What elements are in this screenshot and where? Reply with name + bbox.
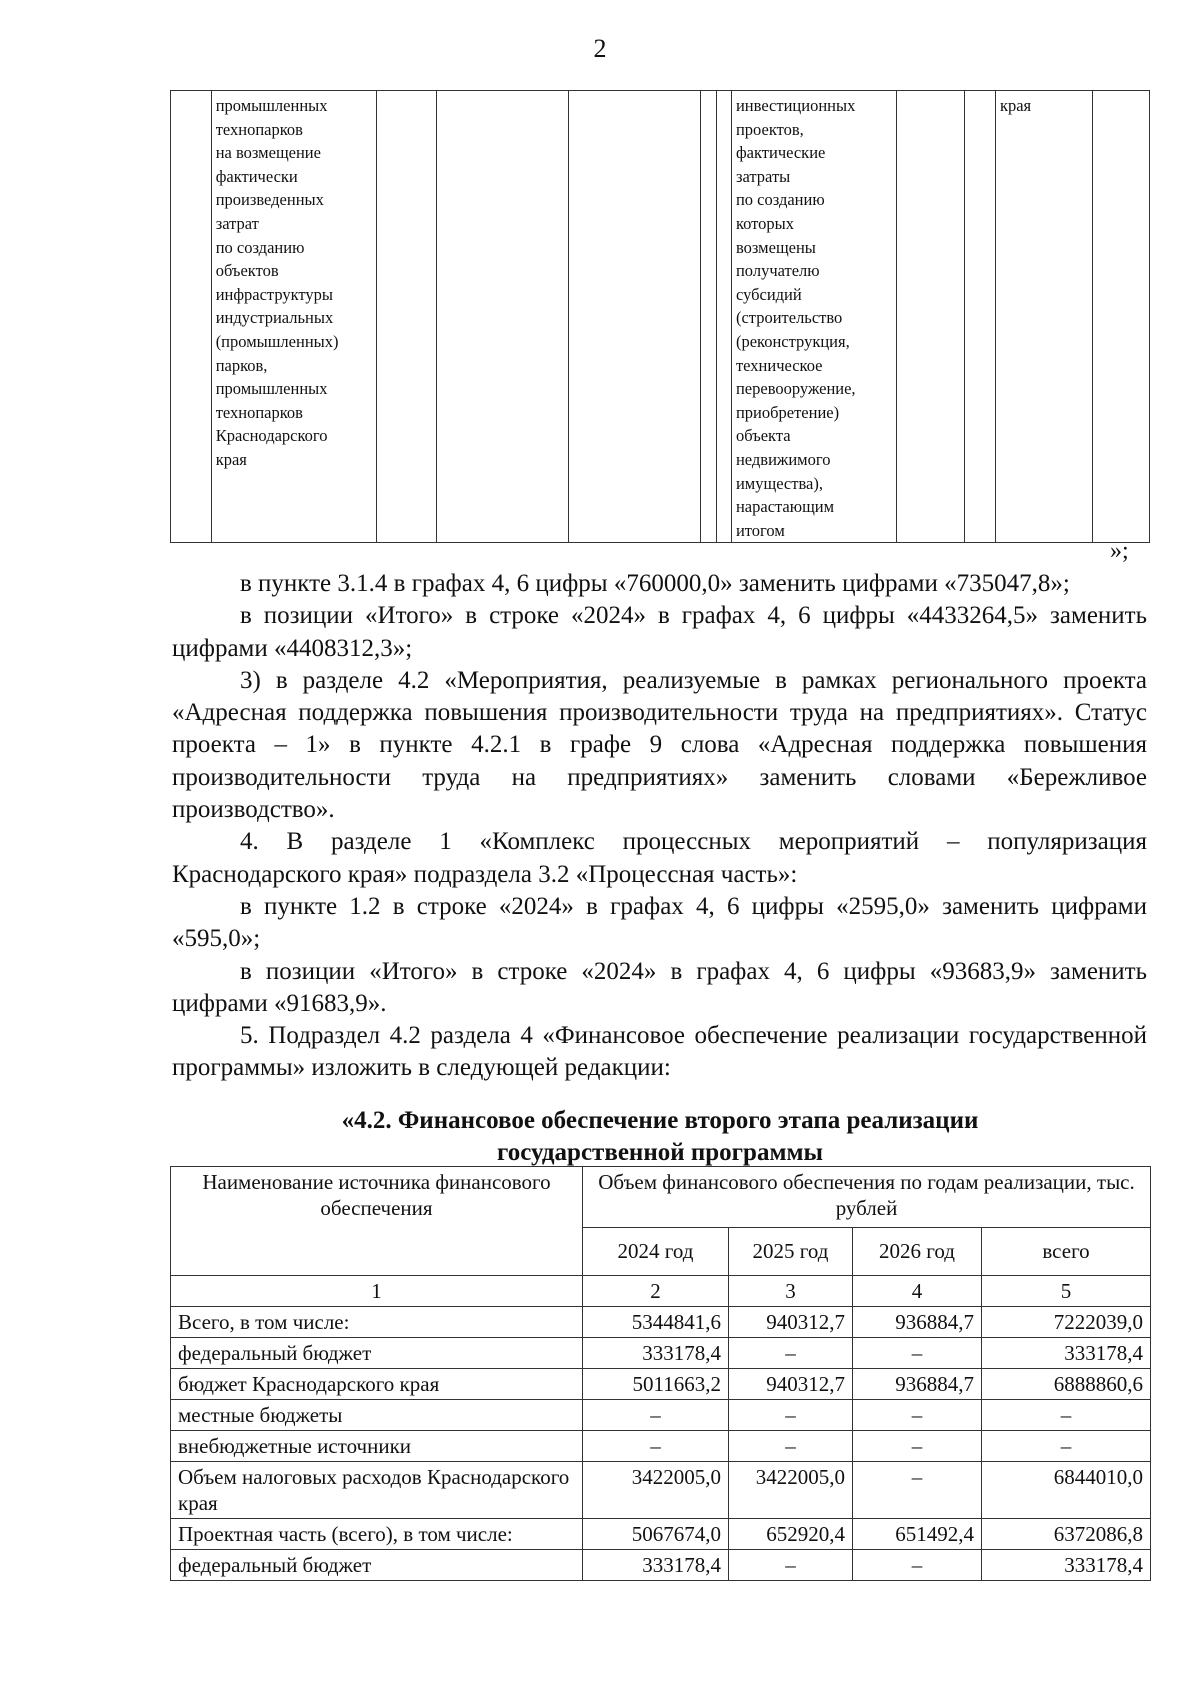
row-name: местные бюджеты	[171, 1400, 583, 1431]
value-2025: –	[729, 1550, 853, 1581]
paragraph: в пункте 3.1.4 в графах 4, 6 цифры «760000,0» заменить цифрами «735047,8»;	[240, 570, 1070, 597]
value-total: 7222039,0	[982, 1307, 1151, 1338]
value-2025: 940312,7	[729, 1307, 853, 1338]
cont-cell-number	[171, 91, 212, 543]
value-total: 6888860,6	[982, 1369, 1151, 1400]
value-2025: –	[729, 1431, 853, 1462]
paragraph: в позиции «Итого» в строке «2024» в графах 4, 6 цифры «93683,9» заменить цифрами «91683,9».	[172, 957, 1147, 1017]
value-2026: –	[853, 1400, 982, 1431]
year-2025: 2025 год	[729, 1227, 853, 1275]
cont-cell-empty	[1092, 91, 1149, 543]
cont-cell-empty	[965, 91, 996, 543]
row-name: федеральный бюджет	[171, 1550, 583, 1581]
paragraph: 5. Подраздел 4.2 раздела 4 «Финансовое обеспечение реализации государственной программы» изложить в следующей редакции:	[172, 1022, 1147, 1082]
paragraph: в позиции «Итого» в строке «2024» в графах 4, 6 цифры «4433264,5» заменить цифрами «4408312,3»;	[172, 602, 1147, 662]
value-total: –	[982, 1400, 1151, 1431]
col-number: 2	[583, 1276, 729, 1307]
table-row	[171, 1431, 1151, 1462]
closing-quote-mark: »;	[1110, 538, 1129, 564]
value-2024: –	[583, 1400, 729, 1431]
cont-cell-empty	[701, 91, 716, 543]
row-name: федеральный бюджет	[171, 1338, 583, 1369]
value-2026: –	[853, 1550, 982, 1581]
table-row	[171, 1338, 1151, 1369]
paragraph: 4. В разделе 1 «Комплекс процессных мероприятий – популяризация Краснодарского края» подраздела 3.2 «Процессная часть»:	[172, 828, 1147, 888]
value-2024: –	[583, 1431, 729, 1462]
cont-cell-purpose: промышленных технопарков на возмещение фактически произведенных затрат по созданию объектов инфраструктуры индустриальных (промышленных) парков, промышленных технопарков Краснодарского края	[211, 91, 376, 543]
value-2024: 333178,4	[583, 1338, 729, 1369]
section-title-line: «4.2. Финансовое обеспечение второго этапа реализации	[341, 1107, 979, 1134]
value-total: 6372086,8	[982, 1519, 1151, 1550]
value-2025: 3422005,0	[729, 1462, 853, 1519]
cont-cell-empty	[716, 91, 731, 543]
value-2026: –	[853, 1338, 982, 1369]
row-name: Проектная часть (всего), в том числе:	[171, 1519, 583, 1550]
cont-cell-empty	[896, 91, 964, 543]
row-name: Всего, в том числе:	[171, 1307, 583, 1338]
year-total: всего	[982, 1227, 1151, 1275]
value-2026: 936884,7	[853, 1307, 982, 1338]
cont-cell-executor: края	[995, 91, 1092, 543]
section-title-line: государственной программы	[496, 1139, 824, 1166]
table-row	[171, 1462, 1151, 1519]
row-name: бюджет Краснодарского края	[171, 1369, 583, 1400]
value-2026: –	[853, 1462, 982, 1519]
continuation-table	[170, 90, 1150, 543]
value-2026: 651492,4	[853, 1519, 982, 1550]
paragraph: в пункте 1.2 в строке «2024» в графах 4, 6 цифры «2595,0» заменить цифрами «595,0»;	[172, 892, 1147, 953]
value-2025: 940312,7	[729, 1369, 853, 1400]
value-total: 333178,4	[982, 1338, 1151, 1369]
table-row	[171, 1400, 1151, 1431]
amendment-text	[172, 568, 1147, 1085]
table-row	[171, 1519, 1151, 1550]
table-row	[171, 1307, 1151, 1338]
header-source: Наименование источника финансового обеспечения	[171, 1167, 583, 1276]
value-2024: 5344841,6	[583, 1307, 729, 1338]
value-2024: 3422005,0	[583, 1462, 729, 1519]
header-volume: Объем финансового обеспечения по годам реализации, тыс. рублей	[583, 1167, 1151, 1228]
col-number: 1	[171, 1276, 583, 1307]
col-number: 4	[853, 1276, 982, 1307]
value-total: 6844010,0	[982, 1462, 1151, 1519]
year-2026: 2026 год	[853, 1227, 982, 1275]
value-2026: 936884,7	[853, 1369, 982, 1400]
row-name: внебюджетные источники	[171, 1431, 583, 1462]
continuation-row	[171, 91, 1150, 543]
cont-cell-empty	[437, 91, 569, 543]
value-2025: 652920,4	[729, 1519, 853, 1550]
cont-cell-indicator: инвестиционных проектов, фактические затраты по созданию которых возмещены получателю субсидий (строительство (реконструкция, техническое перевооружение, приобретение) объекта недвижимого имущества), нарастающим итогом	[731, 91, 896, 543]
value-2025: –	[729, 1400, 853, 1431]
value-2024: 5067674,0	[583, 1519, 729, 1550]
value-total: 333178,4	[982, 1550, 1151, 1581]
finance-header-row	[171, 1167, 1151, 1228]
value-2024: 333178,4	[583, 1550, 729, 1581]
col-number: 3	[729, 1276, 853, 1307]
page-number: 2	[593, 34, 607, 63]
table-row	[171, 1369, 1151, 1400]
value-2026: –	[853, 1431, 982, 1462]
value-2024: 5011663,2	[583, 1369, 729, 1400]
paragraph: 3) в разделе 4.2 «Мероприятия, реализуемые в рамках регионального проекта «Адресная поддержка повышения производительности труда на предприятиях». Статус проекта – 1» в пункте 4.2.1 в графе 9 слова «Адресная поддержка повышения производительности труда на предприятиях» заменить словами «Бережливое производство».	[172, 666, 1147, 824]
column-numbers-row	[171, 1276, 1151, 1307]
value-total: –	[982, 1431, 1151, 1462]
table-row	[171, 1550, 1151, 1581]
cont-cell-empty	[569, 91, 701, 543]
row-name: Объем налоговых расходов Краснодарского края	[171, 1462, 583, 1519]
finance-table	[170, 1166, 1151, 1581]
cont-cell-empty	[376, 91, 437, 543]
col-number: 5	[982, 1276, 1151, 1307]
section-title	[170, 1105, 1150, 1169]
year-2024: 2024 год	[583, 1227, 729, 1275]
value-2025: –	[729, 1338, 853, 1369]
